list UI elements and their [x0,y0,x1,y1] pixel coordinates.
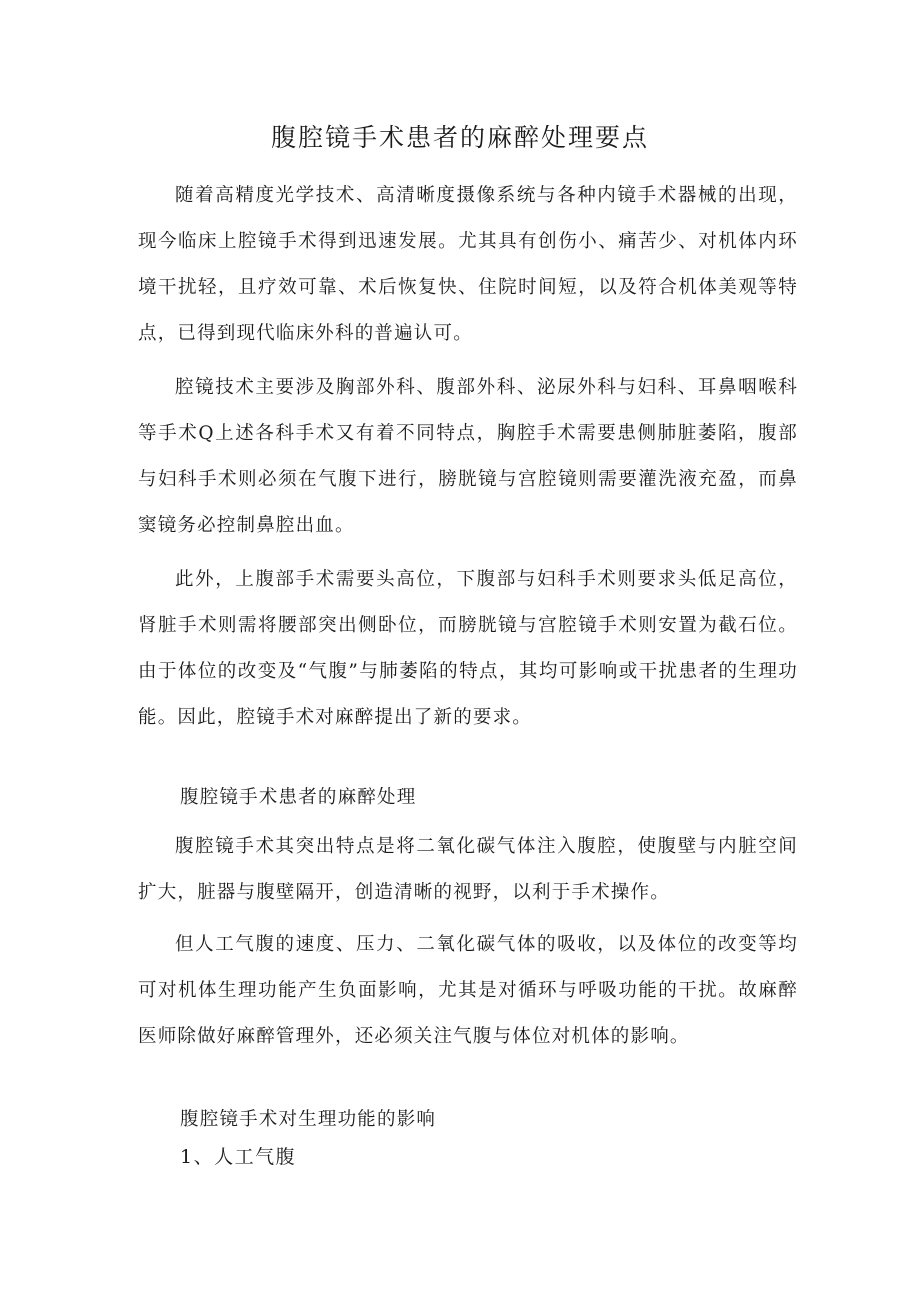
intro-paragraph-1: 随着高精度光学技术、高清晰度摄像系统与各种内镜手术器械的出现，现今临床上腔镜手术得到迅速发展。尤其具有创伤小、痛苦少、对机体内环境干扰轻，且疗效可靠、术后恢复快、住院时间短，以及符合机体美观等特点，已得到现代临床外科的普遍认可。 [138,185,798,344]
subheading-pneumoperitoneum: 1、人工气腹 [180,1146,297,1168]
document-title: 腹腔镜手术患者的麻醉处理要点 [270,123,649,152]
section1-paragraph-2: 但人工气腹的速度、压力、二氧化碳气体的吸收，以及体位的改变等均可对机体生理功能产生负面影响，尤其是对循环与呼吸功能的干扰。故麻醉医师除做好麻醉管理外，还必须关注气腹与体位对机体的影响。 [138,934,798,1047]
section-heading-anesthesia: 腹腔镜手术患者的麻醉处理 [180,787,417,808]
section1-paragraph-1: 腹腔镜手术其突出特点是将二氧化碳气体注入腹腔，使腹壁与内脏空间扩大，脏器与腹壁隔开，创造清晰的视野，以利于手术操作。 [138,836,798,903]
intro-paragraph-3: 此外，上腹部手术需要头高位，下腹部与妇科手术则要求头低足高位，肾脏手术则需将腰部突出侧卧位，而膀胱镜与宫腔镜手术则安置为截石位。由于体位的改变及“气腹”与肺萎陷的特点，其均可影响或干扰患者的生理功能。因此，腔镜手术对麻醉提出了新的要求。 [138,569,798,728]
intro-paragraph-2: 腔镜技术主要涉及胸部外科、腹部外科、泌尿外科与妇科、耳鼻咽喉科等手术Q上述各科手术又有着不同特点，胸腔手术需要患侧肺脏萎陷，腹部与妇科手术则必须在气腹下进行，膀胱镜与宫腔镜则需要灌洗液充盈，而鼻窦镜务必控制鼻腔出血。 [138,377,798,536]
section-heading-physiology: 腹腔镜手术对生理功能的影响 [180,1109,437,1130]
